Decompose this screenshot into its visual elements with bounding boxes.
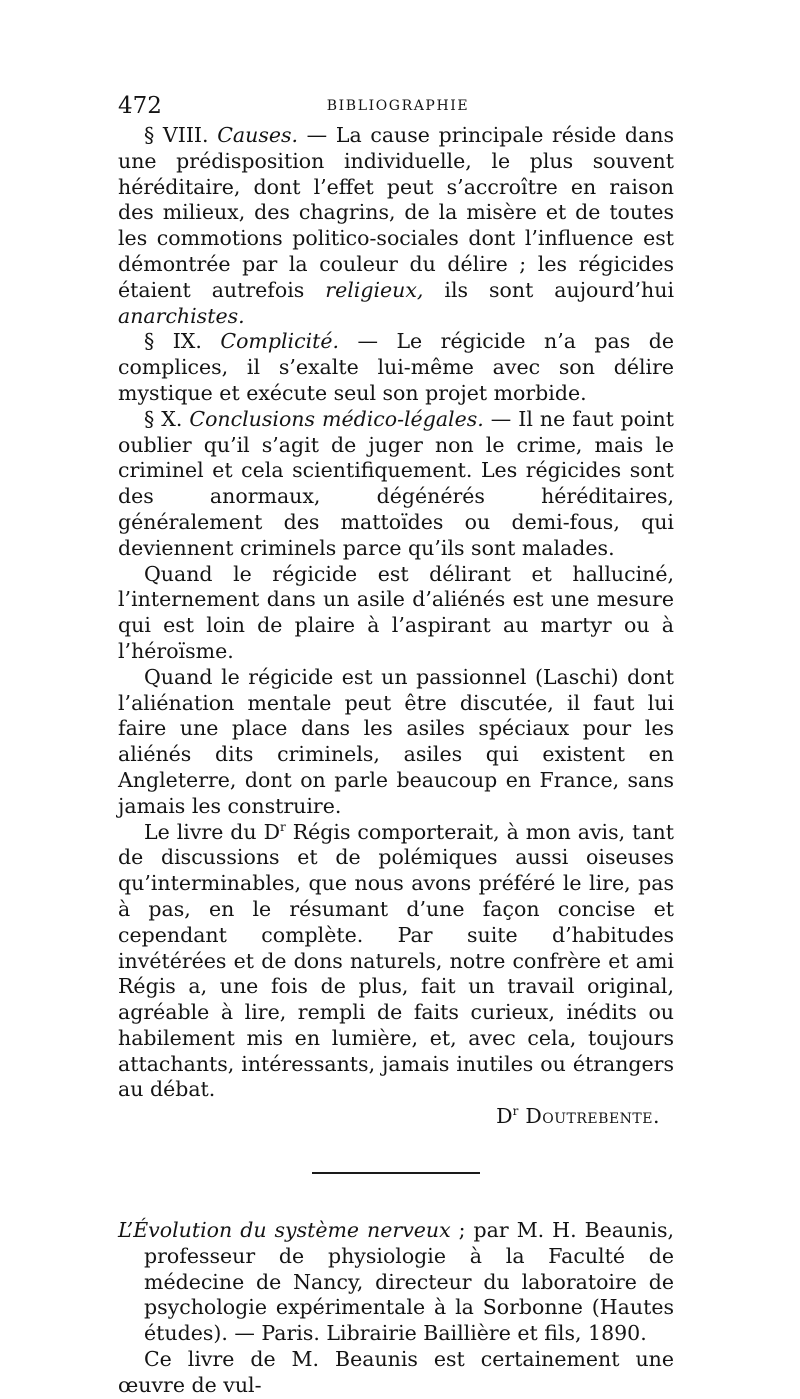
section-title: Conclusions médico-légales. bbox=[189, 406, 484, 431]
review-entry bbox=[118, 1218, 674, 1347]
page-header bbox=[118, 92, 678, 120]
paragraph: Quand le régicide est délirant et halluciné, l’internement dans un asile d’aliénés est une mesure qui est loin de plaire à l’aspirant au martyr ou à l’héroïsme. bbox=[118, 561, 674, 663]
section-text: — Il ne faut point oublier qu’il s’agit de juger non le crime, mais le criminel et cela scientifiquement. Les régicides sont des anormaux, dégénérés héréditaires, généralement des mattoïdes ou demi-fous, qui deviennent criminels parce qu’ils sont malades. bbox=[118, 406, 674, 560]
paragraph: Quand le régicide est un passionnel (Laschi) dont l’aliénation mentale peut être discutée, il faut lui faire une place dans les asiles spéciaux pour les aliénés dits criminels, asiles qui existent en Angleterre, dont on parle beaucoup en France, sans jamais les construire. bbox=[118, 664, 674, 818]
paragraph-text: Le livre du D bbox=[144, 819, 280, 844]
section-text: — La cause principale réside dans une prédisposition individuelle, le plus souvent héréditaire, dont l’effet peut s’accroître en raison des milieux, des chagrins, de la misère et de toutes les commotions politico-sociales dont l’influence est démontrée par la couleur du délire ; les régicides étaient autrefois bbox=[118, 123, 674, 302]
emphasis: anarchistes. bbox=[118, 303, 245, 328]
body-text bbox=[118, 123, 674, 1399]
paragraph bbox=[118, 820, 674, 1104]
section-label: § IX. bbox=[144, 329, 202, 354]
section-title: Complicité. bbox=[220, 329, 340, 354]
page-number: 472 bbox=[118, 93, 162, 119]
section-ix bbox=[118, 329, 674, 406]
superscript: r bbox=[512, 1104, 519, 1119]
superscript: r bbox=[280, 819, 286, 834]
section-label: § X. bbox=[144, 406, 183, 431]
section-x bbox=[118, 407, 674, 562]
section-viii bbox=[118, 123, 674, 329]
review-citation: ; par M. H. Beaunis, professeur de physiologie à la Faculté de médecine de Nancy, directeur du laboratoire de psychologie expérimentale à la Sorbonne (Hautes études). — Paris. Librairie Baillière et fils, 1890. bbox=[144, 1218, 674, 1346]
paragraph-text: Régis comporterait, à mon avis, tant de discussions et de polémiques aussi oiseuses qu’interminables, que nous avons préféré le lire, pas à pas, en le résumant d’une façon concise et cependant complète. Par suite d’habitudes invétérées et de dons naturels, notre confrère et ami Régis a, une fois de plus, fait un travail original, agréable à lire, rempli de faits curieux, inédits ou habilement mis en lumière, et, avec cela, toujours attachants, intéressants, jamais inutiles ou étrangers au débat. bbox=[118, 819, 674, 1102]
section-divider bbox=[312, 1172, 480, 1174]
running-head: BIBLIOGRAPHIE bbox=[326, 98, 470, 114]
review-title: L’Évolution du système nerveux bbox=[118, 1218, 451, 1243]
section-text: ils sont aujourd’hui bbox=[423, 277, 675, 302]
signature-prefix: D bbox=[496, 1104, 513, 1129]
section-title: Causes. bbox=[217, 123, 299, 147]
signature bbox=[118, 1104, 674, 1130]
review-body: Ce livre de M. Beaunis est certainement une œuvre de vul- bbox=[118, 1347, 674, 1397]
signature-name: Doutrebente. bbox=[518, 1104, 660, 1129]
section-label: § VIII. bbox=[144, 123, 209, 147]
section-text: — Le régicide n’a pas de complices, il s’exalte lui-même avec son délire mystique et exécute seul son projet morbide. bbox=[118, 329, 674, 405]
emphasis: religieux, bbox=[325, 277, 424, 302]
